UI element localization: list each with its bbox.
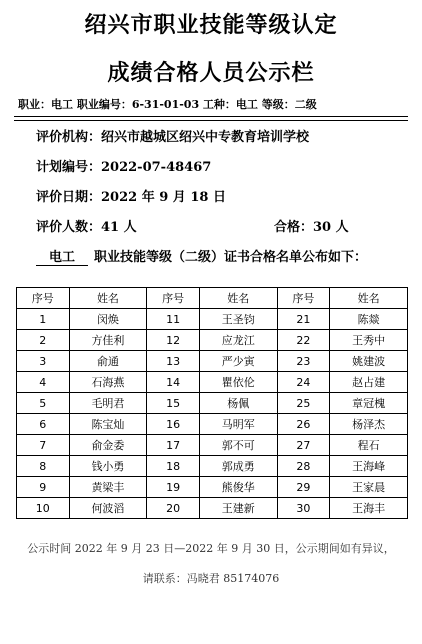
- pass-count: 合格：30 人: [274, 220, 349, 235]
- name-cell: 俞通: [69, 351, 147, 372]
- name-cell: 闵焕: [69, 309, 147, 330]
- index-cell: 7: [17, 435, 70, 456]
- header-name: 姓名: [69, 288, 147, 309]
- table-row: [17, 372, 408, 393]
- table-row: [17, 393, 408, 414]
- index-cell: 4: [17, 372, 70, 393]
- notice-contact: 请联系：冯晓君 85174076: [142, 572, 280, 585]
- index-cell: 24: [277, 372, 330, 393]
- name-cell: 王圣钧: [199, 309, 277, 330]
- table-header-row: [17, 288, 408, 309]
- divider-top: [14, 116, 408, 117]
- index-cell: 26: [277, 414, 330, 435]
- name-cell: 何波滔: [69, 498, 147, 519]
- name-cell: 程石: [330, 435, 408, 456]
- name-cell: 杨佩: [199, 393, 277, 414]
- table-row: [17, 414, 408, 435]
- index-cell: 29: [277, 477, 330, 498]
- name-cell: 俞金委: [69, 435, 147, 456]
- index-cell: 23: [277, 351, 330, 372]
- name-cell: 王建新: [199, 498, 277, 519]
- table-row: [17, 351, 408, 372]
- header-index: 序号: [277, 288, 330, 309]
- divider-bottom: [14, 120, 408, 121]
- evaluation-date: 评价日期：2022 年 9 月 18 日: [36, 190, 226, 205]
- evaluation-org: 评价机构：绍兴市越城区绍兴中专教育培训学校: [36, 130, 310, 145]
- index-cell: 21: [277, 309, 330, 330]
- header-name: 姓名: [199, 288, 277, 309]
- table-row: [17, 456, 408, 477]
- announcement: [36, 246, 367, 266]
- table-row: [17, 498, 408, 519]
- name-cell: 王海峰: [330, 456, 408, 477]
- index-cell: 11: [147, 309, 200, 330]
- index-cell: 12: [147, 330, 200, 351]
- index-cell: 20: [147, 498, 200, 519]
- index-cell: 18: [147, 456, 200, 477]
- table-row: [17, 330, 408, 351]
- name-cell: 陈燚: [330, 309, 408, 330]
- index-cell: 15: [147, 393, 200, 414]
- index-cell: 16: [147, 414, 200, 435]
- index-cell: 2: [17, 330, 70, 351]
- announcement-text: 职业技能等级（二级）证书合格名单公布如下：: [94, 250, 368, 265]
- index-cell: 10: [17, 498, 70, 519]
- name-cell: 马明军: [199, 414, 277, 435]
- index-cell: 30: [277, 498, 330, 519]
- index-cell: 19: [147, 477, 200, 498]
- name-cell: 赵占建: [330, 372, 408, 393]
- header-name: 姓名: [330, 288, 408, 309]
- table-row: [17, 477, 408, 498]
- index-cell: 13: [147, 351, 200, 372]
- name-cell: 应龙江: [199, 330, 277, 351]
- index-cell: 8: [17, 456, 70, 477]
- index-cell: 5: [17, 393, 70, 414]
- index-cell: 9: [17, 477, 70, 498]
- name-cell: 姚建波: [330, 351, 408, 372]
- name-cell: 毛明君: [69, 393, 147, 414]
- index-cell: 22: [277, 330, 330, 351]
- page-title: 绍兴市职业技能等级认定: [84, 12, 338, 38]
- table-row: [17, 309, 408, 330]
- index-cell: 25: [277, 393, 330, 414]
- name-cell: 熊俊华: [199, 477, 277, 498]
- name-cell: 杨泽杰: [330, 414, 408, 435]
- name-cell: 钱小勇: [69, 456, 147, 477]
- name-cell: 瞿依伦: [199, 372, 277, 393]
- name-cell: 方佳利: [69, 330, 147, 351]
- name-cell: 王家晨: [330, 477, 408, 498]
- announcement-job: 电工: [36, 246, 88, 266]
- plan-number: 计划编号：2022-07-48467: [36, 160, 212, 175]
- name-cell: 郭不可: [199, 435, 277, 456]
- page-subtitle: 成绩合格人员公示栏: [107, 60, 315, 86]
- name-cell: 郭成勇: [199, 456, 277, 477]
- name-cell: 石海燕: [69, 372, 147, 393]
- index-cell: 14: [147, 372, 200, 393]
- index-cell: 3: [17, 351, 70, 372]
- name-cell: 王海丰: [330, 498, 408, 519]
- index-cell: 6: [17, 414, 70, 435]
- name-cell: 王秀中: [330, 330, 408, 351]
- occupation-info-bar: 职业：电工 职业编号：6-31-01-03 工种：电工 等级：二级: [18, 98, 317, 111]
- passed-candidates-table: [16, 287, 408, 519]
- name-cell: 陈宝灿: [69, 414, 147, 435]
- name-cell: 严少寅: [199, 351, 277, 372]
- index-cell: 1: [17, 309, 70, 330]
- header-index: 序号: [147, 288, 200, 309]
- table-row: [17, 435, 408, 456]
- index-cell: 27: [277, 435, 330, 456]
- index-cell: 28: [277, 456, 330, 477]
- name-cell: 章冠槐: [330, 393, 408, 414]
- header-index: 序号: [17, 288, 70, 309]
- evaluation-count: 评价人数：41 人: [36, 220, 137, 235]
- index-cell: 17: [147, 435, 200, 456]
- name-cell: 黄梁丰: [69, 477, 147, 498]
- notice-period: 公示时间 2022 年 9 月 23 日—2022 年 9 月 30 日，公示期间如有异议，: [27, 542, 395, 555]
